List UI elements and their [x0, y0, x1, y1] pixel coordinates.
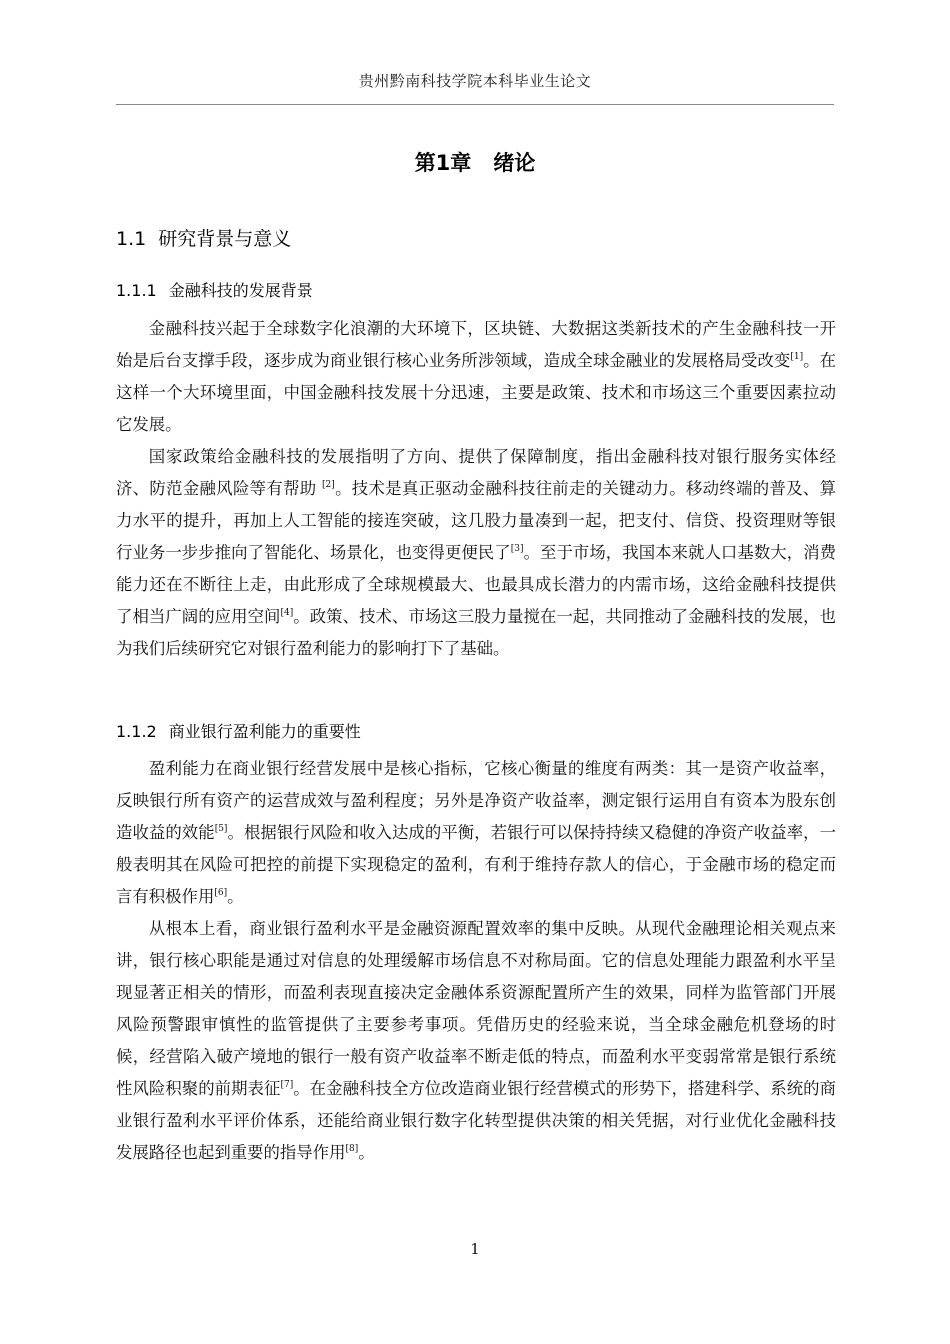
- paragraph-policy-technology-market: 国家政策给金融科技的发展指明了方向、提供了保障制度，指出金融科技对银行服务实体经济、防范金融风险等有帮助 [2]。技术是真正驱动金融科技往前走的关键动力。移动终端的普及、算力水平的提升，再加上人工智能的接连突破，这几股力量凑到一起，把支付、信贷、投资理财等银行业务一步步推向了智能化、场景化，也变得更便民了[3]。至于市场，我国本来就人口基数大，消费能力还在不断往上走，由此形成了全球规模最大、也最具成长潜力的内需市场，这给金融科技提供了相当广阔的应用空间[4]。政策、技术、市场这三股力量搅在一起，共同推动了金融科技的发展，也为我们后续研究它对银行盈利能力的影响打下了基础。: [116, 447, 837, 658]
- section-title: 研究背景与意义: [158, 228, 292, 250]
- subsection-number: 1.1.2: [116, 722, 157, 741]
- citation-2[interactable]: [2]: [322, 480, 335, 490]
- chapter-title: [116, 147, 834, 177]
- page-number: 1: [470, 1240, 480, 1258]
- paragraph-fintech-background: 金融科技兴起于全球数字化浪潮的大环境下，区块链、大数据这类新技术的产生金融科技一开始是后台支撑手段，逐步成为商业银行核心业务所涉领域，造成全球金融业的发展格局受改变[1]。在这样一个大环境里面，中国金融科技发展十分迅速，主要是政策、技术和市场这三个重要因素拉动它发展。: [116, 319, 837, 434]
- citation-7[interactable]: [7]: [280, 1080, 294, 1090]
- citation-1[interactable]: [1]: [790, 352, 804, 362]
- subsection-title: 金融科技的发展背景: [168, 281, 313, 300]
- subsection-title: 商业银行盈利能力的重要性: [168, 722, 361, 741]
- subsection-number: 1.1.1: [116, 281, 157, 300]
- header-rule: [116, 104, 834, 105]
- chapter-number: 第1章: [414, 151, 472, 175]
- citation-5[interactable]: [5]: [214, 824, 228, 834]
- paragraph-profitability-indicators: 盈利能力在商业银行经营发展中是核心指标，它核心衡量的维度有两类：其一是资产收益率，反映银行所有资产的运营成效与盈利程度；另外是净资产收益率，测定银行运用自有资本为股东创造收益的效能[5]。根据银行风险和收入达成的平衡，若银行可以保持持续又稳健的净资产收益率，一般表明其在风险可把控的前提下实现稳定的盈利，有利于维持存款人的信心，于金融市场的稳定而言有积极作用[6]。: [116, 759, 836, 906]
- subsection-heading-1-1-1: [116, 278, 313, 301]
- paragraph-profitability-importance: 从根本上看，商业银行盈利水平是金融资源配置效率的集中反映。从现代金融理论相关观点来讲，银行核心职能是通过对信息的处理缓解市场信息不对称局面。它的信息处理能力跟盈利水平呈现显著正相关的情形，而盈利表现直接决定金融体系资源配置所产生的效果，同样为监管部门开展风险预警跟审慎性的监管提供了主要参考事项。凭借历史的经验来说，当全球金融危机登场的时候，经营陷入破产境地的银行一般有资产收益率不断走低的特点，而盈利水平变弱常常是银行系统性风险积聚的前期表征[7]。在金融科技全方位改造商业银行经营模式的形势下，搭建科学、系统的商业银行盈利水平评价体系，还能给商业银行数字化转型提供决策的相关凭据，对行业优化金融科技发展路径也起到重要的指导作用[8]。: [116, 919, 837, 1162]
- section-heading-1-1: [116, 224, 291, 251]
- section-number: 1.1: [116, 228, 147, 250]
- citation-6[interactable]: [6]: [214, 888, 228, 898]
- citation-3[interactable]: [3]: [510, 544, 524, 554]
- citation-8[interactable]: [8]: [345, 1144, 359, 1154]
- citation-4[interactable]: [4]: [280, 608, 294, 618]
- chapter-name: 绪论: [493, 151, 536, 175]
- subsection-heading-1-1-2: [116, 719, 361, 742]
- running-header: 贵州黔南科技学院本科毕业生论文: [358, 72, 592, 90]
